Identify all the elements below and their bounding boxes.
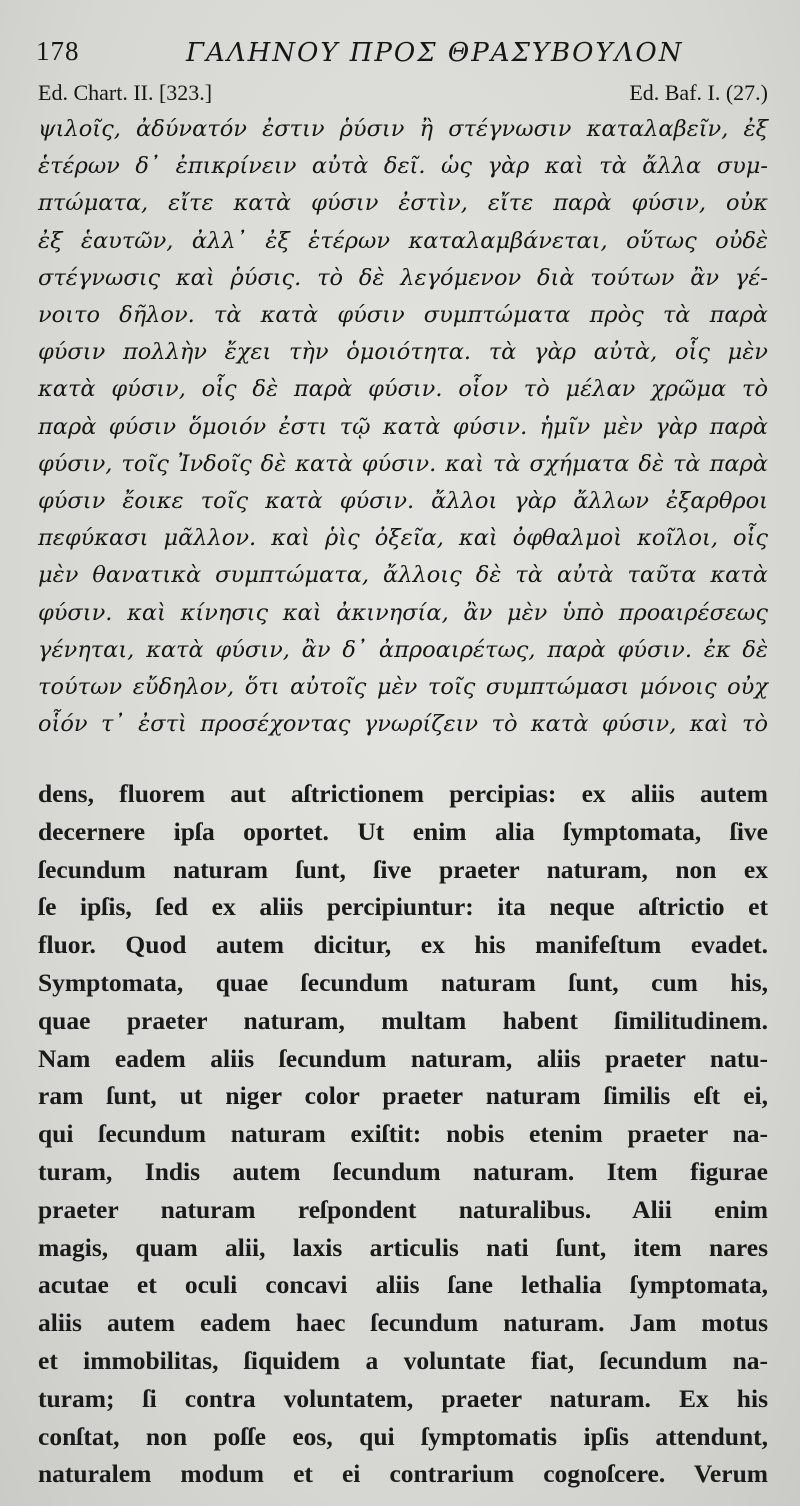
latin-text-line: ram ſunt, ut niger color praeter naturam ſimilis eſt ei, — [38, 1081, 768, 1111]
latin-text-line: praeter naturam reſpondent naturalibus. Alii enim — [38, 1194, 768, 1224]
latin-text-line: Nam eadem aliis ſecundum naturam, aliis praeter natu- — [38, 1043, 768, 1073]
greek-text-line: νοιτο δῆλον. τὰ κατὰ φύσιν συμπτώματα πρὸς τὰ παρὰ — [38, 302, 768, 329]
running-title: ΓΑΛΗΝΟΥ ΠΡΟΣ ΘΡΑΣΥΒΟΥΛΟΝ — [186, 38, 684, 68]
greek-text-line: πεφύκασι μᾶλλον. καὶ ῥὶς ὀξεῖα, καὶ ὀφθαλμοὶ κοῖλοι, οἷς — [38, 525, 768, 552]
greek-text-line: φύσιν. καὶ κίνησις καὶ ἀκινησία, ἂν μὲν ὑπὸ προαιρέσεως — [38, 599, 768, 626]
greek-text-line: ἑτέρων δ᾽ ἐπικρίνειν αὐτὰ δεῖ. ὡς γὰρ καὶ τὰ ἄλλα συμ- — [38, 153, 768, 180]
greek-text-line: ἐξ ἑαυτῶν, ἀλλ᾽ ἐξ ἑτέρων καταλαμβάνεται, οὕτως οὐδὲ — [38, 227, 768, 254]
latin-text-line: ſe ipſis, ſed ex aliis percipiuntur: ita neque aſtrictio et — [38, 892, 768, 922]
greek-text-line: οἷόν τ᾽ ἐστὶ προσέχοντας γνωρίζειν τὸ κατὰ φύσιν, καὶ τὸ — [38, 711, 768, 738]
latin-text-line: conſtat, non poſſe eos, qui ſymptomatis ipſis attendunt, — [38, 1421, 768, 1451]
greek-text-line: μὲν θανατικὰ συμπτώματα, ἄλλοις δὲ τὰ αὐτὰ ταῦτα κατὰ — [38, 562, 768, 589]
greek-text-line: φύσιν ἔοικε τοῖς κατὰ φύσιν. ἄλλοι γὰρ ἄλλων ἐξαρθροι — [38, 488, 768, 515]
greek-text-line: παρὰ φύσιν ὅμοιόν ἐστι τῷ κατὰ φύσιν. ἡμῖν μὲν γὰρ παρὰ — [38, 413, 768, 440]
latin-text-line: quae praeter naturam, multam habent ſimilitudinem. — [38, 1005, 768, 1035]
latin-text-line: et immobilitas, ſiquidem a voluntate fiat, ſecundum na- — [38, 1345, 768, 1375]
edition-reference-line — [36, 80, 768, 108]
latin-text-line: Symptomata, quae ſecundum naturam ſunt, cum his, — [38, 967, 768, 997]
greek-text-line: ψιλοῖς, ἀδύνατόν ἐστιν ῥύσιν ἢ στέγνωσιν καταλαβεῖν, ἐξ — [38, 116, 768, 142]
greek-text-line: φύσιν, τοῖς Ἰνδοῖς δὲ κατὰ φύσιν. καὶ τὰ σχήματα δὲ τὰ παρὰ — [38, 450, 768, 477]
edition-reference-chart: Ed. Chart. II. [323.] — [38, 80, 213, 105]
latin-text-line: dens, fluorem aut aſtrictionem percipias: ex aliis autem — [38, 779, 768, 808]
latin-text-line: fluor. Quod autem dicitur, ex his manifeſtum evadet. — [38, 930, 768, 960]
page-header — [36, 30, 776, 70]
greek-text-line: στέγνωσις καὶ ῥύσις. τὸ δὲ λεγόμενον διὰ τούτων ἂν γέ- — [38, 264, 768, 291]
latin-text-line: turam, Indis autem ſecundum naturam. Item figurae — [38, 1156, 768, 1186]
greek-text-line: φύσιν πολλὴν ἔχει τὴν ὁμοιότητα. τὰ γὰρ αὐτὰ, οἷς μὲν — [38, 339, 768, 366]
latin-text-line: acutae et oculi concavi aliis ſane lethalia ſymptomata, — [38, 1270, 768, 1300]
latin-text-line: magis, quam alii, laxis articulis nati ſunt, item nares — [38, 1232, 768, 1262]
latin-text-line: qui ſecundum naturam exiſtit: nobis etenim praeter na- — [38, 1119, 768, 1149]
greek-text-line: κατὰ φύσιν, οἷς δὲ παρὰ φύσιν. οἷον τὸ μέλαν χρῶμα τὸ — [38, 376, 768, 403]
page-number: 178 — [36, 36, 80, 66]
latin-text-line: aliis autem eadem haec ſecundum naturam. Jam motus — [38, 1308, 768, 1338]
greek-text-line: γένηται, κατὰ φύσιν, ἂν δ᾽ ἀπροαιρέτως, παρὰ φύσιν. ἐκ δὲ — [38, 636, 768, 663]
edition-reference-basel: Ed. Baf. I. (27.) — [629, 80, 768, 105]
latin-text-line: decernere ipſa oportet. Ut enim alia ſymptomata, ſive — [38, 816, 768, 846]
greek-text-line: πτώματα, εἴτε κατὰ φύσιν ἐστὶν, εἴτε παρὰ φύσιν, οὐκ — [38, 190, 768, 217]
latin-text-line: ſecundum naturam ſunt, ſive praeter naturam, non ex — [38, 854, 768, 884]
latin-text-line: turam; ſi contra voluntatem, praeter naturam. Ex his — [38, 1383, 768, 1413]
greek-text-block — [38, 111, 768, 743]
greek-text-line: τούτων εὔδηλον, ὅτι αὐτοῖς μὲν τοῖς συμπτώμασι μόνοις οὐχ — [38, 674, 768, 701]
latin-text-line: naturalem modum et ei contrarium cognoſcere. Verum — [38, 1459, 768, 1489]
latin-text-block — [38, 775, 768, 1493]
